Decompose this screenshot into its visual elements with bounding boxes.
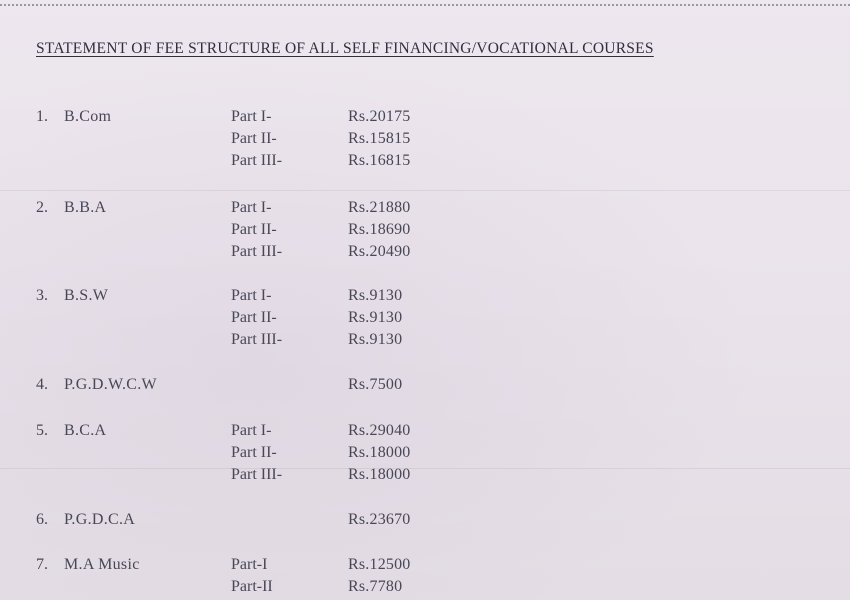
- fee-row: [0, 309, 850, 331]
- document-title: STATEMENT OF FEE STRUCTURE OF ALL SELF FINANCING/VOCATIONAL COURSES: [36, 40, 654, 57]
- part-label: Part I-: [231, 108, 272, 125]
- part-label: Part I-: [231, 287, 272, 304]
- part-label: Part III-: [231, 243, 283, 260]
- part-label: Part III-: [231, 466, 283, 483]
- fee-amount: Rs.12500: [348, 556, 411, 573]
- fee-amount: Rs.7780: [348, 578, 403, 595]
- part-label: Part II-: [231, 444, 277, 461]
- fee-amount: Rs.18000: [348, 466, 411, 483]
- fee-row: [0, 287, 850, 309]
- fee-amount: Rs.16815: [348, 152, 411, 169]
- fee-amount: Rs.23670: [348, 511, 411, 528]
- course-number: 5.: [36, 422, 48, 439]
- fee-amount: Rs.9130: [348, 287, 403, 304]
- part-label: Part III-: [231, 152, 283, 169]
- fee-amount: Rs.20490: [348, 243, 411, 260]
- fee-amount: Rs.29040: [348, 422, 411, 439]
- course-name: P.G.D.C.A: [64, 511, 136, 528]
- course-name: B.B.A: [64, 199, 107, 216]
- fee-amount: Rs.18000: [348, 444, 411, 461]
- fee-amount: Rs.9130: [348, 331, 403, 348]
- fee-row: [0, 108, 850, 130]
- fee-row: [0, 130, 850, 152]
- fee-row: [0, 221, 850, 243]
- fee-row: [0, 466, 850, 488]
- part-label: Part III-: [231, 331, 283, 348]
- part-label: Part II-: [231, 309, 277, 326]
- fee-row: [0, 331, 850, 353]
- part-label: Part I-: [231, 199, 272, 216]
- part-label: Part II-: [231, 130, 277, 147]
- part-label: Part II-: [231, 221, 277, 238]
- course-name: M.A Music: [64, 556, 140, 573]
- course-name: B.Com: [64, 108, 112, 125]
- fee-amount: Rs.15815: [348, 130, 411, 147]
- fee-amount: Rs.7500: [348, 376, 403, 393]
- course-number: 7.: [36, 556, 48, 573]
- course-name: B.C.A: [64, 422, 107, 439]
- course-name: P.G.D.W.C.W: [64, 376, 157, 393]
- course-number: 6.: [36, 511, 48, 528]
- course-number: 4.: [36, 376, 48, 393]
- fee-row: [0, 556, 850, 578]
- fee-row: [0, 152, 850, 174]
- fee-amount: Rs.18690: [348, 221, 411, 238]
- course-number: 2.: [36, 199, 48, 216]
- course-name: B.S.W: [64, 287, 109, 304]
- fee-amount: Rs.20175: [348, 108, 411, 125]
- part-label: Part I-: [231, 422, 272, 439]
- fee-row: [0, 422, 850, 444]
- fee-row: [0, 511, 850, 533]
- course-number: 1.: [36, 108, 48, 125]
- fee-row: [0, 243, 850, 265]
- fee-row: [0, 376, 850, 398]
- part-label: Part-I: [231, 556, 268, 573]
- fee-row: [0, 444, 850, 466]
- fee-row: [0, 199, 850, 221]
- fee-row: [0, 578, 850, 600]
- fee-amount: Rs.9130: [348, 309, 403, 326]
- fee-amount: Rs.21880: [348, 199, 411, 216]
- course-number: 3.: [36, 287, 48, 304]
- part-label: Part-II: [231, 578, 273, 595]
